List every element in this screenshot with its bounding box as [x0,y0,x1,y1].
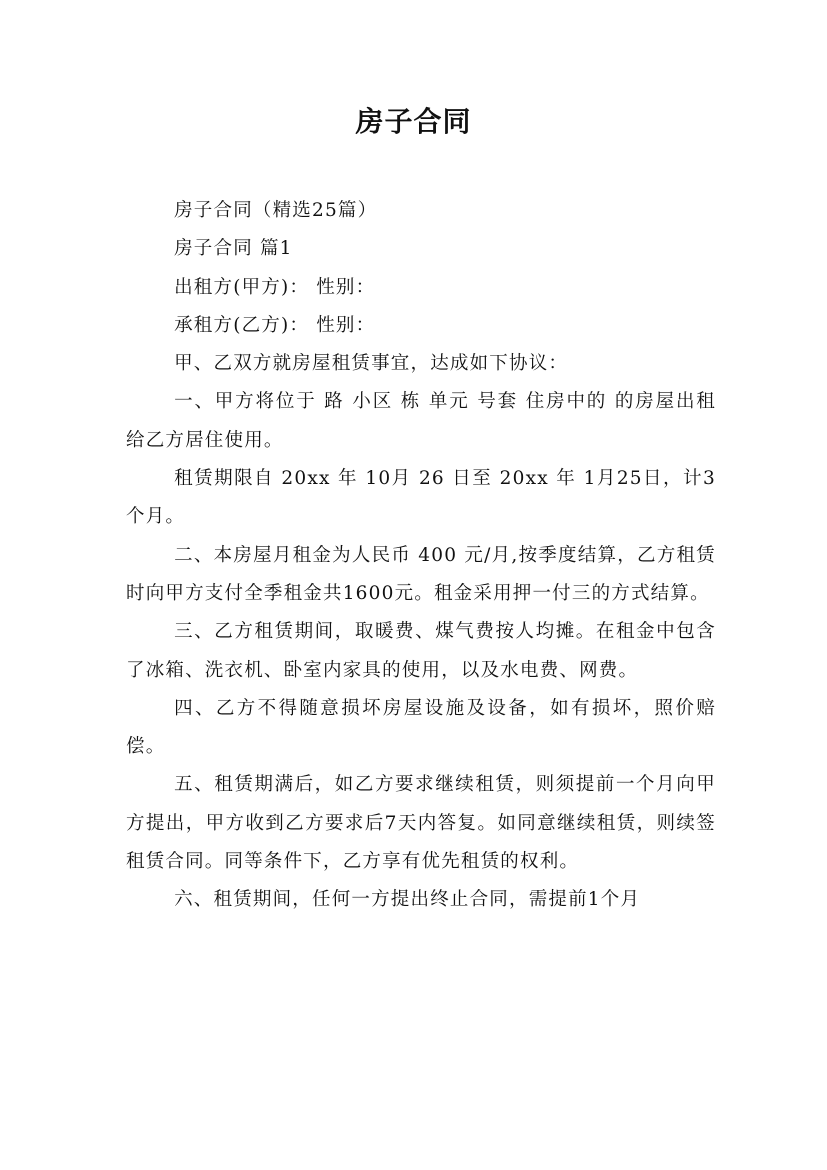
paragraph-section-heading: 房子合同 篇1 [174,238,293,260]
paragraph-clause-1: 一、甲方将位于 路 小区 栋 单元 号套 住房中的 的房屋出租给乙方居住使用。 [126,391,716,451]
paragraph-lessor: 出租方(甲方)： 性别： [174,276,376,298]
paragraph-lease-term: 租赁期限自 20xx 年 10月 26 日至 20xx 年 1月25日，计3个月。 [126,468,716,528]
paragraph-clause-4: 四、乙方不得随意损坏房屋设施及设备，如有损坏，照价赔偿。 [126,697,716,758]
paragraph-clause-2: 二、本房屋月租金为人民币 400 元/月,按季度结算，乙方租赁时向甲方支付全季租金共1600元。租金采用押一付三的方式结算。 [126,544,716,604]
document-body [126,192,716,920]
paragraph-clause-3: 三、乙方租赁期间，取暖费、煤气费按人均摊。在租金中包含了冰箱、洗衣机、卧室内家具的使用，以及水电费、网费。 [126,621,716,681]
paragraph-lessee: 承租方(乙方)： 性别： [174,314,376,336]
paragraph-agreement-intro: 甲、乙双方就房屋租赁事宜，达成如下协议： [174,353,569,375]
document-title: 房子合同 [355,105,472,138]
paragraph-clause-6: 六、租赁期间，任何一方提出终止合同，需提前1个月 [174,889,641,911]
paragraph-subtitle: 房子合同（精选25篇） [174,200,378,221]
paragraph-clause-5: 五、租赁期满后，如乙方要求继续租赁，则须提前一个月向甲方提出，甲方收到乙方要求后7天内答复。如同意继续租赁，则续签租赁合同。同等条件下，乙方享有优先租赁的权利。 [126,774,716,873]
